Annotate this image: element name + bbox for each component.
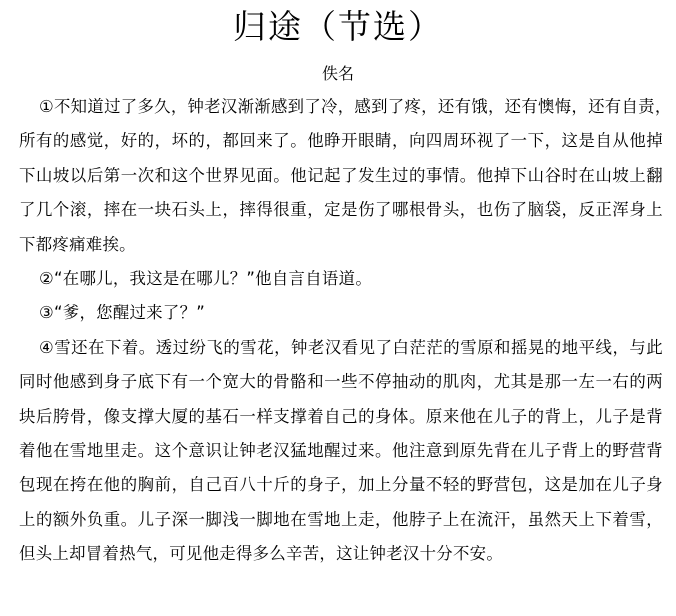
- text-line: ③“爹，您醒过来了？”: [39, 303, 206, 323]
- paragraph-4: [19, 331, 663, 572]
- text-line: 上的额外负重。儿子深一脚浅一脚地在雪地上走，他脖子上在流汗，虽然天上下着雪，: [19, 509, 663, 529]
- document-author: 佚名: [321, 64, 354, 83]
- text-line: 同时他感到身子底下有一个宽大的骨骼和一些不停抽动的肌肉，尤其是那一左一右的两: [19, 372, 663, 392]
- document-body: [19, 90, 672, 572]
- text-line: 所有的感觉，好的，坏的，都回来了。他睁开眼睛，向四周环视了一下，这是自从他掉: [19, 131, 663, 151]
- text-line: ②“在哪儿，我这是在哪儿？”他自言自语道。: [39, 269, 373, 289]
- paragraph-3: [19, 296, 663, 330]
- text-line: ①不知道过了多久，钟老汉渐渐感到了冷，感到了疼，还有饿，还有懊悔，还有自责，: [39, 97, 672, 116]
- text-line: 着他在雪地里走。这个意识让钟老汉猛地醒过来。他注意到原先背在儿子背上的野营背: [19, 441, 663, 461]
- text-line: 下山坡以后第一次和这个世界见面。他记起了发生过的事情。他掉下山谷时在山坡上翻: [19, 165, 663, 185]
- text-line: 包现在挎在他的胸前，自己百八十斤的身子，加上分量不轻的野营包，这是加在儿子身: [19, 475, 663, 495]
- text-line: 了几个滚，摔在一块石头上，摔得很重，定是伤了哪根骨头，也伤了脑袋，反正浑身上: [19, 200, 663, 220]
- document-title: 归途（节选）: [233, 7, 443, 46]
- text-line: 下都疼痛难挨。: [19, 234, 136, 254]
- paragraph-2: [19, 262, 663, 296]
- text-line: 块后胯骨，像支撑大厦的基石一样支撑着自己的身体。原来他在儿子的背上，儿子是背: [19, 406, 663, 426]
- paragraph-1: [19, 90, 672, 262]
- text-line: ④雪还在下着。透过纷飞的雪花，钟老汉看见了白茫茫的雪原和摇晃的地平线，与此: [39, 337, 663, 357]
- text-line: 但头上却冒着热气，可见他走得多么辛苦，这让钟老汉十分不安。: [19, 544, 504, 564]
